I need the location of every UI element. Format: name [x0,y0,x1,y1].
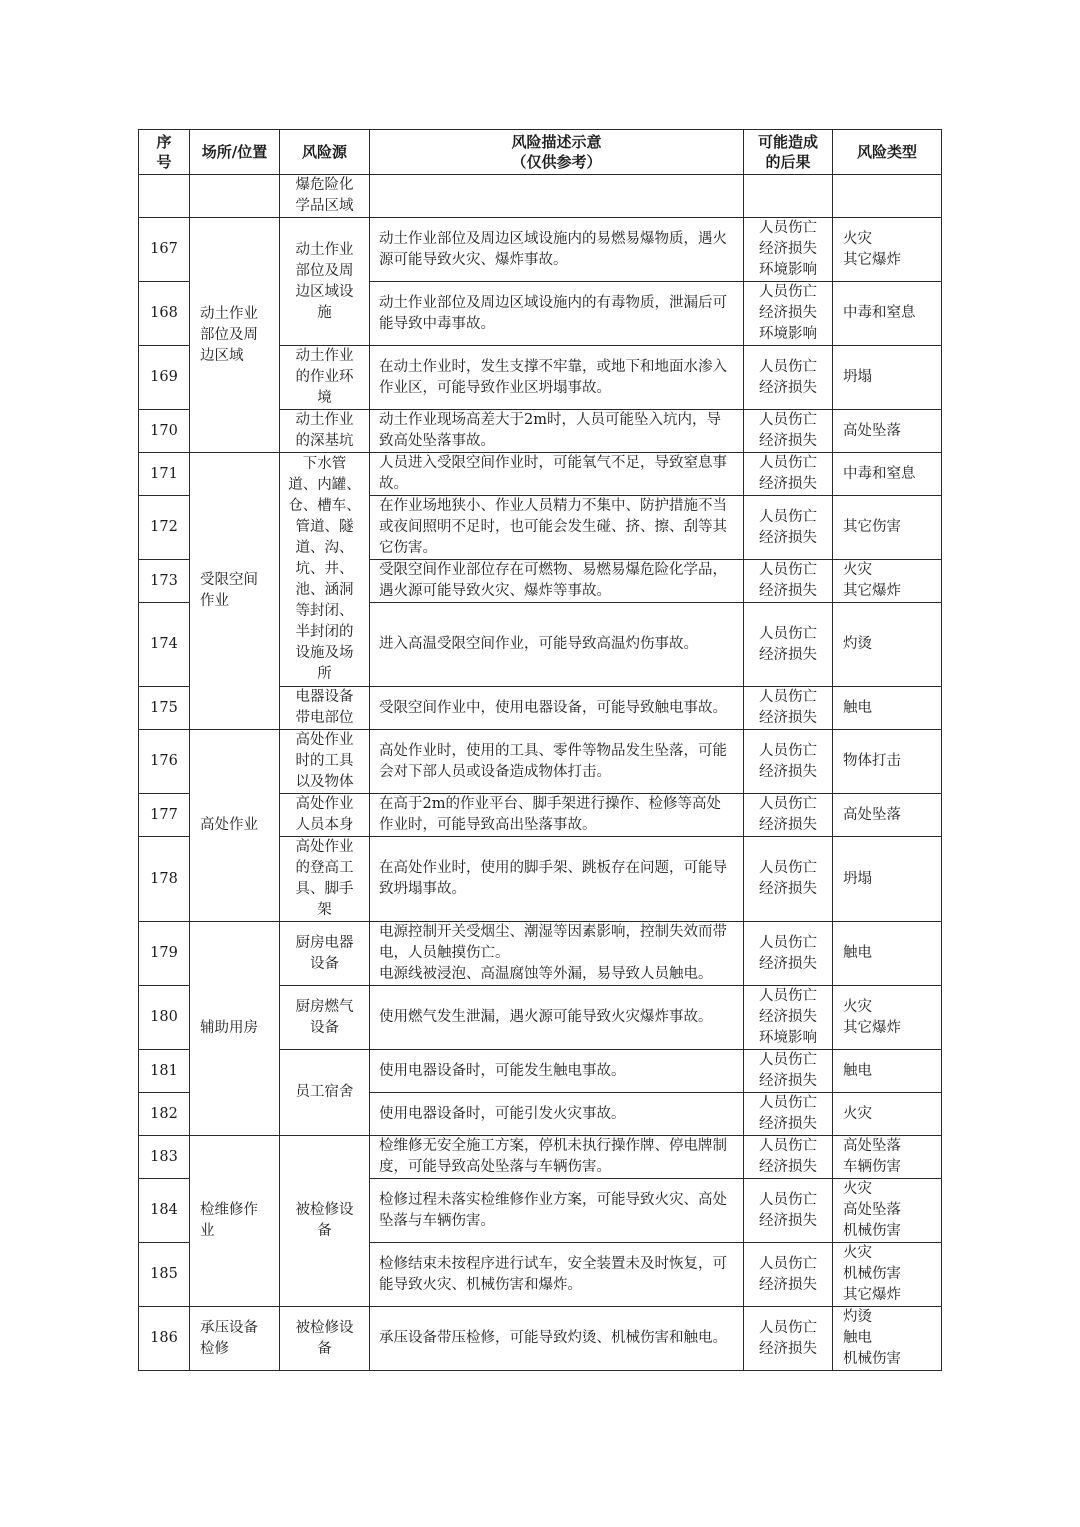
desc-cell: 在高处作业时，使用的脚手架、跳板存在问题，可能导致坍塌事故。 [370,837,744,922]
type-cell: 触电 [833,922,942,986]
consequence-cell: 人员伤亡 经济损失 [744,453,833,496]
header-source: 风险源 [280,130,370,175]
desc-cell: 检修结束未按程序进行试车，安全装置未及时恢复，可能导致火灾、机械伤害和爆炸。 [370,1243,744,1307]
type-cell: 灼烫 触电 机械伤害 [833,1307,942,1371]
desc-cell: 检维修无安全施工方案，停机未执行操作牌、停电牌制度，可能导致高处坠落与车辆伤害。 [370,1136,744,1179]
seq-cell: 186 [139,1307,190,1371]
header-type: 风险类型 [833,130,942,175]
seq-cell: 184 [139,1179,190,1243]
consequence-cell: 人员伤亡 经济损失 [744,1179,833,1243]
consequence-cell: 人员伤亡 经济损失 [744,687,833,730]
table-row [139,218,942,282]
desc-cell: 在高于2m的作业平台、脚手架进行操作、检修等高处作业时，可能导致高出坠落事故。 [370,794,744,837]
desc-cell: 动土作业部位及周边区域设施内的有毒物质，泄漏后可能导致中毒事故。 [370,282,744,346]
consequence-cell [744,175,833,218]
seq-cell: 172 [139,496,190,560]
desc-cell: 检修过程未落实检维修作业方案，可能导致火灾、高处坠落与车辆伤害。 [370,1179,744,1243]
type-cell: 高处坠落 车辆伤害 [833,1136,942,1179]
type-cell: 物体打击 [833,730,942,794]
source-cell: 厨房电器 设备 [280,922,370,986]
seq-cell: 177 [139,794,190,837]
place-cell: 高处作业 [190,730,280,922]
type-cell: 中毒和窒息 [833,453,942,496]
consequence-cell: 人员伤亡 经济损失 [744,1307,833,1371]
desc-cell: 高处作业时，使用的工具、零件等物品发生坠落，可能会对下部人员或设备造成物体打击。 [370,730,744,794]
consequence-cell: 人员伤亡 经济损失 [744,1243,833,1307]
seq-cell: 173 [139,560,190,603]
consequence-cell: 人员伤亡 经济损失 [744,730,833,794]
source-cell: 爆危险化 学品区域 [280,175,370,218]
type-cell: 高处坠落 [833,410,942,453]
source-cell: 被检修设 备 [280,1136,370,1307]
source-cell: 高处作业 时的工具 以及物体 [280,730,370,794]
table-row [139,1136,942,1179]
consequence-cell: 人员伤亡 经济损失 [744,410,833,453]
header-consequence: 可能造成 的后果 [744,130,833,175]
seq-cell: 179 [139,922,190,986]
table-row [139,730,942,794]
consequence-cell: 人员伤亡 经济损失 [744,922,833,986]
type-cell: 火灾 其它爆炸 [833,560,942,603]
type-cell: 灼烫 [833,603,942,687]
seq-cell: 171 [139,453,190,496]
type-cell: 火灾 高处坠落 机械伤害 [833,1179,942,1243]
type-cell: 火灾 其它爆炸 [833,218,942,282]
source-cell: 被检修设 备 [280,1307,370,1371]
place-cell: 承压设备 检修 [190,1307,280,1371]
desc-cell: 动土作业部位及周边区域设施内的易燃易爆物质，遇火源可能导致火灾、爆炸事故。 [370,218,744,282]
desc-cell: 在动土作业时，发生支撑不牢靠，或地下和地面水渗入作业区，可能导致作业区坍塌事故。 [370,346,744,410]
table-row [139,922,942,986]
source-cell: 动土作业 的深基坑 [280,410,370,453]
seq-cell: 167 [139,218,190,282]
seq-cell: 168 [139,282,190,346]
seq-cell: 185 [139,1243,190,1307]
type-cell [833,175,942,218]
desc-cell: 在作业场地狭小、作业人员精力不集中、防护措施不当或夜间照明不足时，也可能会发生碰、挤、擦、刮等其它伤害。 [370,496,744,560]
desc-cell: 使用电器设备时，可能引发火灾事故。 [370,1093,744,1136]
consequence-cell: 人员伤亡 经济损失 [744,560,833,603]
type-cell: 坍塌 [833,837,942,922]
consequence-cell: 人员伤亡 经济损失 环境影响 [744,986,833,1050]
header-seq: 序 号 [139,130,190,175]
type-cell: 触电 [833,687,942,730]
seq-cell: 181 [139,1050,190,1093]
type-cell: 触电 [833,1050,942,1093]
source-cell: 员工宿舍 [280,1050,370,1136]
table-row [139,1307,942,1371]
seq-cell: 174 [139,603,190,687]
desc-cell: 使用燃气发生泄漏，遇火源可能导致火灾爆炸事故。 [370,986,744,1050]
seq-cell: 175 [139,687,190,730]
desc-cell: 使用电器设备时，可能发生触电事故。 [370,1050,744,1093]
source-cell: 动土作业 部位及周 边区域设 施 [280,218,370,346]
type-cell: 火灾 [833,1093,942,1136]
consequence-cell: 人员伤亡 经济损失 环境影响 [744,218,833,282]
source-cell: 厨房燃气 设备 [280,986,370,1050]
consequence-cell: 人员伤亡 经济损失 [744,1136,833,1179]
consequence-cell: 人员伤亡 经济损失 [744,1050,833,1093]
desc-cell: 人员进入受限空间作业时，可能氧气不足，导致窒息事故。 [370,453,744,496]
type-cell: 其它伤害 [833,496,942,560]
consequence-cell: 人员伤亡 经济损失 环境影响 [744,282,833,346]
seq-cell: 178 [139,837,190,922]
place-cell: 动土作业 部位及周 边区域 [190,218,280,453]
desc-cell [370,175,744,218]
source-cell: 高处作业 人员本身 [280,794,370,837]
type-cell: 火灾 其它爆炸 [833,986,942,1050]
table-row [139,453,942,496]
seq-cell [139,175,190,218]
desc-cell: 进入高温受限空间作业，可能导致高温灼伤事故。 [370,603,744,687]
type-cell: 坍塌 [833,346,942,410]
type-cell: 中毒和窒息 [833,282,942,346]
place-cell: 辅助用房 [190,922,280,1136]
type-cell: 高处坠落 [833,794,942,837]
desc-cell: 受限空间作业中，使用电器设备，可能导致触电事故。 [370,687,744,730]
source-cell: 高处作业 的登高工 具、脚手 架 [280,837,370,922]
consequence-cell: 人员伤亡 经济损失 [744,346,833,410]
header-place: 场所/位置 [190,130,280,175]
place-cell [190,175,280,218]
source-cell: 动土作业 的作业环 境 [280,346,370,410]
place-cell: 受限空间 作业 [190,453,280,730]
seq-cell: 182 [139,1093,190,1136]
seq-cell: 170 [139,410,190,453]
seq-cell: 183 [139,1136,190,1179]
source-cell: 下水管 道、内罐、 仓、槽车、 管道、隧 道、沟、 坑、井、 池、涵洞 等封闭、 半封闭的 设施及场 所 [280,453,370,687]
source-cell: 电器设备 带电部位 [280,687,370,730]
consequence-cell: 人员伤亡 经济损失 [744,496,833,560]
seq-cell: 180 [139,986,190,1050]
consequence-cell: 人员伤亡 经济损失 [744,603,833,687]
header-desc: 风险描述示意 （仅供参考） [370,130,744,175]
place-cell: 检维修作 业 [190,1136,280,1307]
seq-cell: 176 [139,730,190,794]
type-cell: 火灾 机械伤害 其它爆炸 [833,1243,942,1307]
header-row [139,130,942,175]
consequence-cell: 人员伤亡 经济损失 [744,794,833,837]
desc-cell: 动土作业现场高差大于2m时，人员可能坠入坑内，导致高处坠落事故。 [370,410,744,453]
seq-cell: 169 [139,346,190,410]
consequence-cell: 人员伤亡 经济损失 [744,837,833,922]
desc-cell: 承压设备带压检修，可能导致灼烫、机械伤害和触电。 [370,1307,744,1371]
desc-cell: 受限空间作业部位存在可燃物、易燃易爆危险化学品，遇火源可能导致火灾、爆炸等事故。 [370,560,744,603]
risk-table [138,129,942,1371]
consequence-cell: 人员伤亡 经济损失 [744,1093,833,1136]
table-row [139,175,942,218]
desc-cell: 电源控制开关受烟尘、潮湿等因素影响，控制失效而带电，人员触摸伤亡。 电源线被浸泡、高温腐蚀等外漏，易导致人员触电。 [370,922,744,986]
